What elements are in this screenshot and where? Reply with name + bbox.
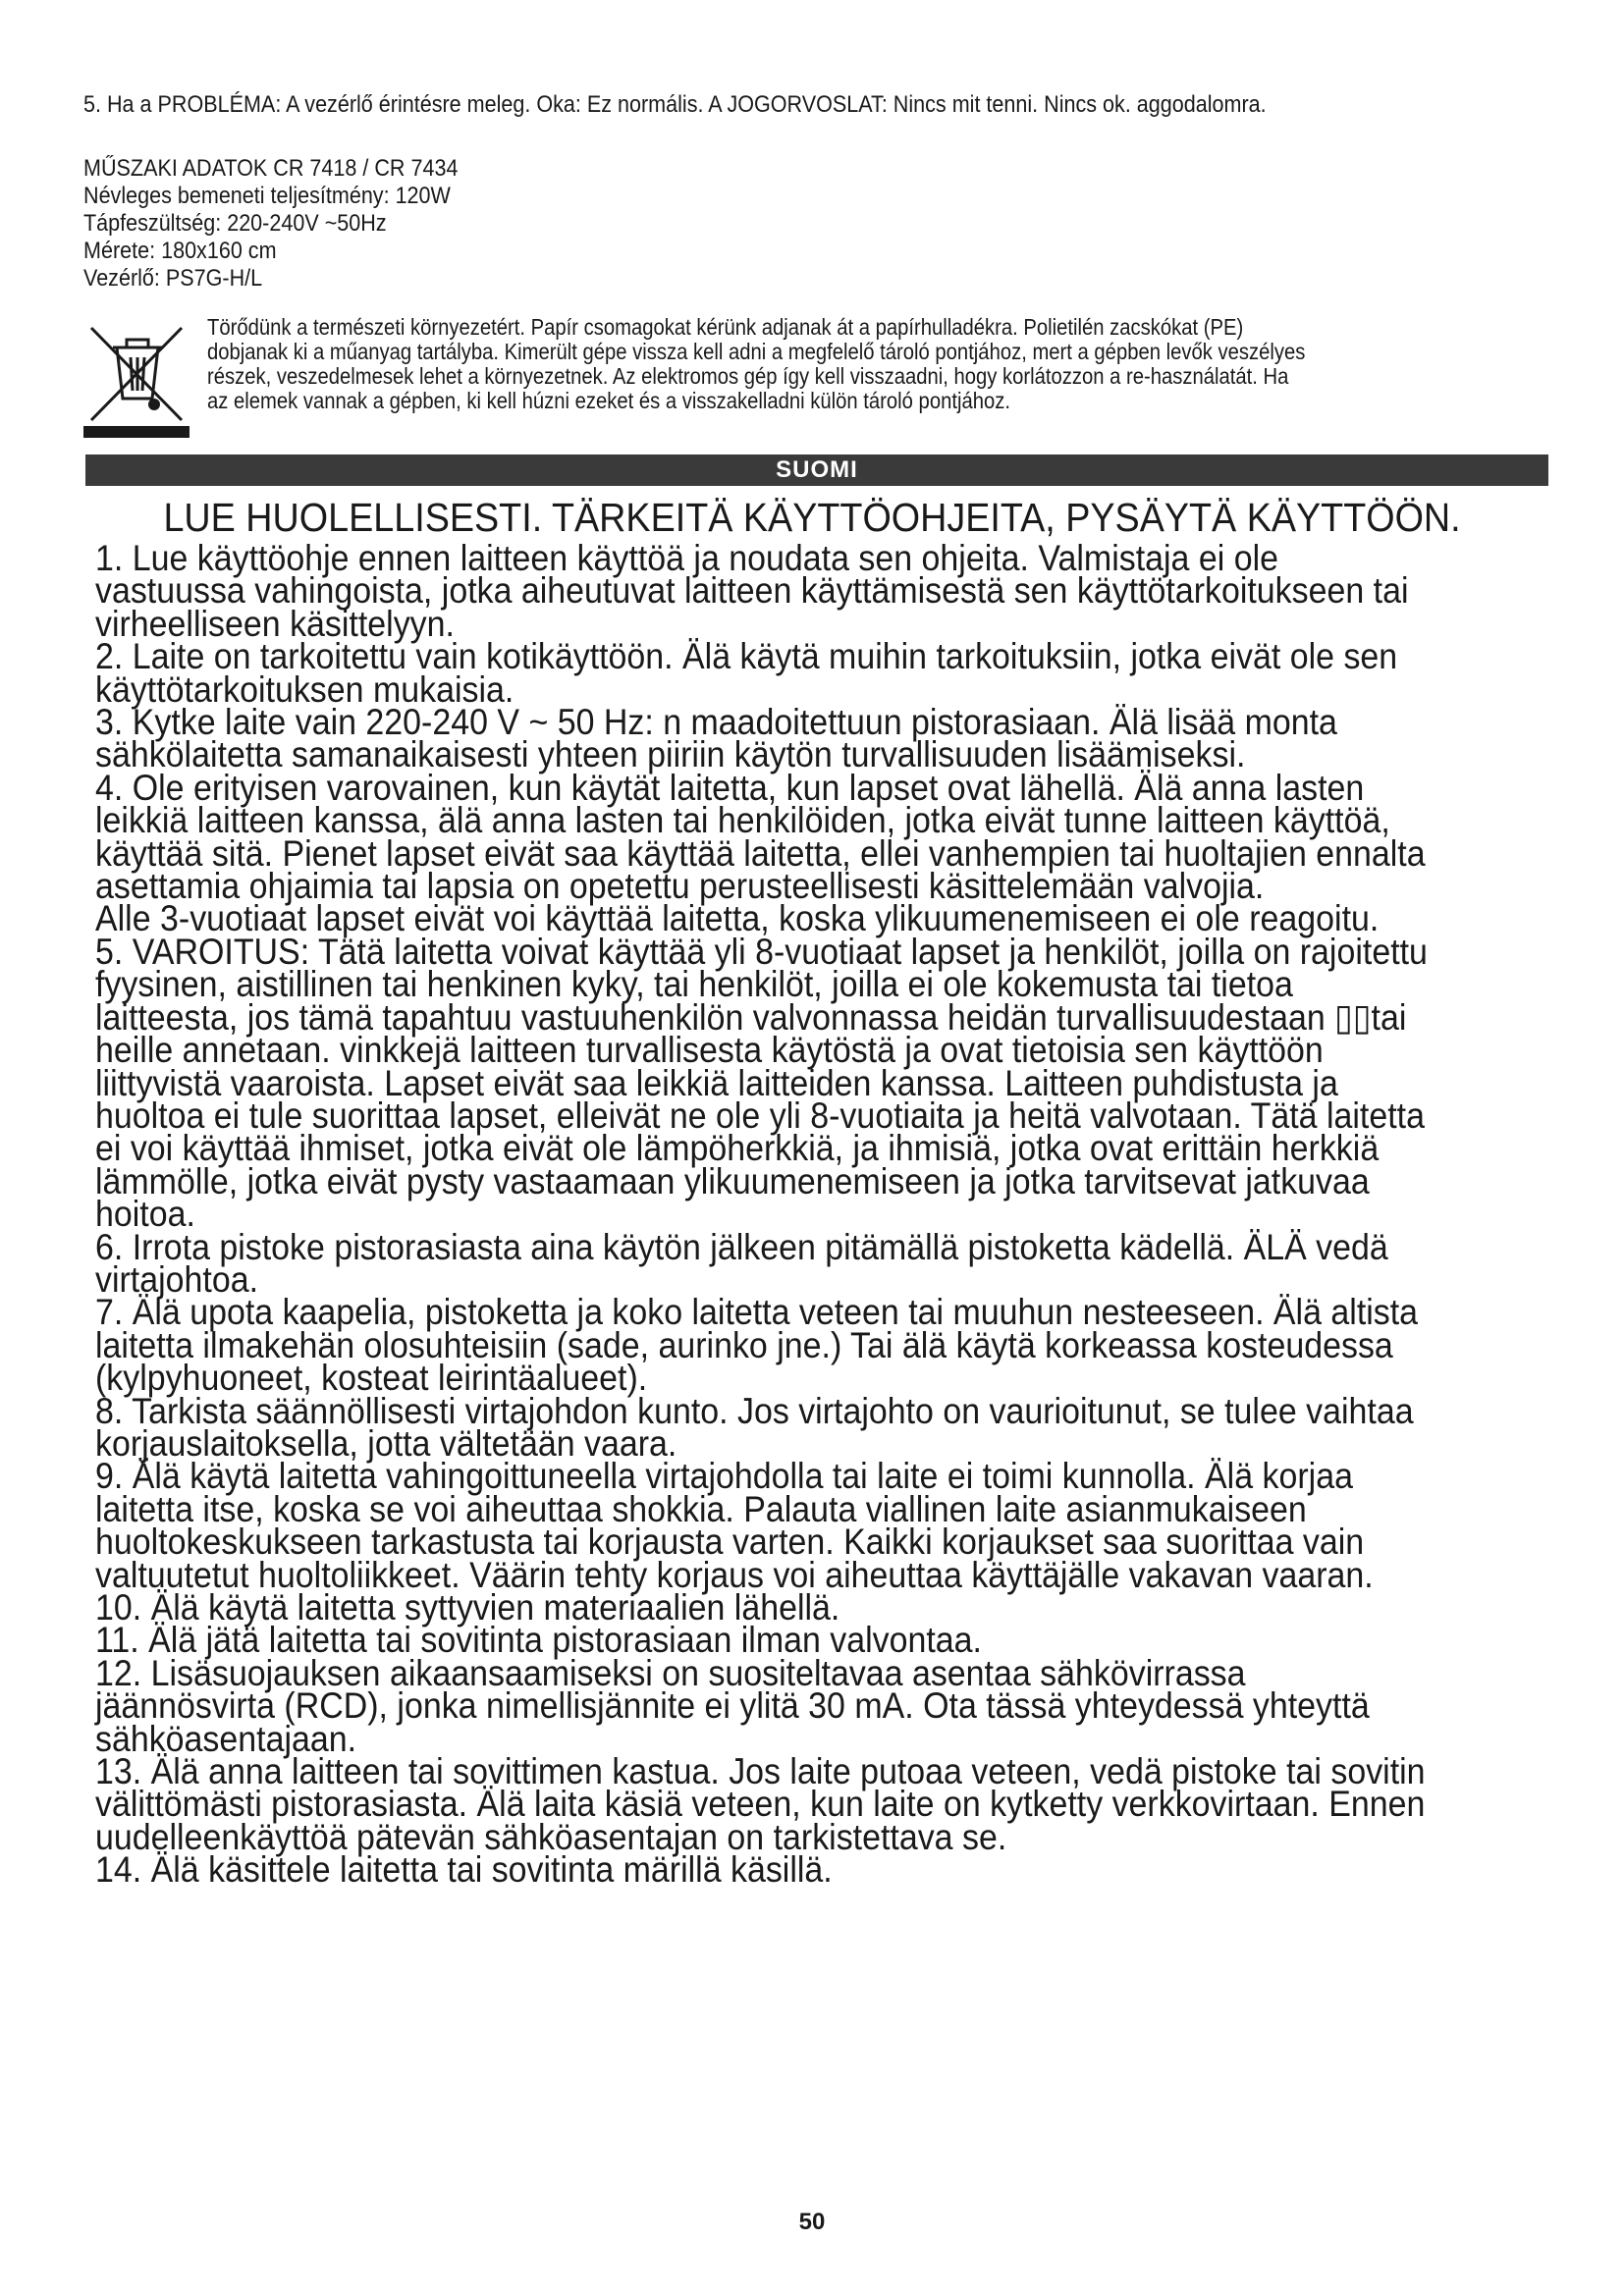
instruction-line: 11. Älä jätä laitetta tai sovitinta pistorasiaan ilman valvontaa. <box>95 1619 982 1661</box>
instruction-line: valtuutetut huoltoliikkeet. Väärin tehty korjaus voi aiheuttaa käyttäjälle vakavan vaaran. <box>95 1553 1374 1595</box>
technical-specifications <box>83 155 458 293</box>
instruction-line: 2. Laite on tarkoitettu vain kotikäyttöön. Älä käytä muihin tarkoituksiin, jotka eivät ole sen <box>95 635 1398 677</box>
instruction-line: 3. Kytke laite vain 220-240 V ~ 50 Hz: n maadoitettuun pistorasiaan. Älä lisää monta <box>95 701 1337 743</box>
finnish-title-text: LUE HUOLELLISESTI. TÄRKEITÄ KÄYTTÖOHJEITA, PYSÄYTÄ KÄYTTÖÖN. <box>163 495 1461 540</box>
instruction-line: heille annetaan. vinkkejä laitteen turvallisesta käytöstä ja ovat tietoisia sen käyttöön <box>95 1029 1324 1071</box>
instruction-line: vastuussa vahingoista, jotka aiheutuvat laitteen käyttämisestä sen käyttötarkoitukseen tai <box>95 569 1409 612</box>
recycling-line: Törődünk a természeti környezetért. Papír csomagokat kérünk adjanak át a papírhulladékra. Polietilén zacskókat (PE) <box>207 314 1244 340</box>
instruction-line: huoltokeskukseen tarkastusta tai korjausta varten. Kaikki korjaukset saa suorittaa vain <box>95 1521 1365 1563</box>
finnish-title <box>0 495 1624 540</box>
instruction-line: käyttää sitä. Pienet lapset eivät saa käyttää laitetta, ellei vanhempien tai huoltajien ennalta <box>95 831 1426 874</box>
instruction-line: lämmölle, jotka eivät pysty vastaamaan ylikuumenemiseen ja jotka tarvitsevat jatkuvaa <box>95 1159 1370 1201</box>
spec-line: Mérete: 180x160 cm <box>83 238 277 264</box>
instruction-line: laitteesta, jos tämä tapahtuu vastuuhenkilön valvonnassa heidän turvallisuudestaan ▯▯tai <box>95 995 1407 1038</box>
instruction-line: huoltoa ei tule suorittaa lapset, elleivät ne ole yli 8-vuotiaita ja heitä valvotaan. Tätä laitetta <box>95 1094 1425 1136</box>
instruction-line: laitetta ilmakehän olosuhteisiin (sade, aurinko jne.) Tai älä käytä korkeassa kosteudessa <box>95 1323 1393 1365</box>
instruction-line: 13. Älä anna laitteen tai sovittimen kastua. Jos laite putoaa veteen, vedä pistoke tai sovitin <box>95 1750 1426 1792</box>
recycling-line: dobjanak ki a műanyag tartályba. Kimerült gépe vissza kell adni a megfelelő tároló pontjához, mert a gépben levők veszélyes <box>207 339 1306 364</box>
instruction-line: 8. Tarkista säännöllisesti virtajohdon kunto. Jos virtajohto on vaurioitunut, se tulee vaihtaa <box>95 1389 1414 1431</box>
instruction-line: (kylpyhuoneet, kosteat leirintäalueet). <box>95 1357 648 1399</box>
instruction-line: 12. Lisäsuojauksen aikaansaamiseksi on suositeltavaa asentaa sähkövirrassa <box>95 1651 1246 1693</box>
instruction-line: jäännösvirta (RCD), jonka nimellisjännite ei ylitä 30 mA. Ota tässä yhteydessä yhteyttä <box>95 1684 1370 1727</box>
instruction-line: 5. VAROITUS: Tätä laitetta voivat käyttää yli 8-vuotiaat lapset ja henkilöt, joilla on rajoitettu <box>95 930 1428 972</box>
instruction-line: ei voi käyttää ihmiset, jotka eivät ole lämpöherkkiä, ja ihmisiä, jotka ovat erittäin herkkiä <box>95 1127 1380 1169</box>
spec-line: MŰSZAKI ADATOK CR 7418 / CR 7434 <box>83 155 459 182</box>
instruction-line: liittyvistä vaaroista. Lapset eivät saa leikkiä laitteiden kanssa. Laitteen puhdistusta ja <box>95 1061 1338 1103</box>
spec-line: Tápfeszültség: 220-240V ~50Hz <box>83 210 387 237</box>
recycling-line: részek, veszedelmesek lehet a környezetnek. Az elektromos gép így kell visszaadni, hogy korlátozzon a re-használatát. Ha <box>207 363 1289 389</box>
spec-line: Névleges bemeneti teljesítmény: 120W <box>83 183 451 209</box>
instruction-line: virtajohtoa. <box>95 1257 259 1300</box>
instruction-line: fyysinen, aistillinen tai henkinen kyky, tai henkilöt, joilla ei ole kokemusta tai tietoa <box>95 963 1293 1005</box>
instruction-line: korjauslaitoksella, jotta vältetään vaara. <box>95 1421 677 1464</box>
instruction-line: hoitoa. <box>95 1193 195 1235</box>
recycling-notice <box>207 315 1590 413</box>
instruction-line: käyttötarkoituksen mukaisia. <box>95 667 514 710</box>
instruction-line: 7. Älä upota kaapelia, pistoketta ja koko laitetta veteen tai muuhun nesteeseen. Älä altista <box>95 1291 1419 1333</box>
instruction-line: uudelleenkäyttöä pätevän sähköasentajan on tarkistettava se. <box>95 1815 1007 1857</box>
instruction-line: sähköasentajaan. <box>95 1717 357 1759</box>
instruction-line: 10. Älä käytä laitetta syttyvien materiaalien lähellä. <box>95 1586 840 1628</box>
recycling-line: az elemek vannak a gépben, ki kell húzni ezeket és a visszakelladni külön tároló pontjához. <box>207 388 1010 413</box>
instruction-line: 6. Irrota pistoke pistorasiasta aina käytön jälkeen pitämällä pistoketta kädellä. ÄLÄ vedä <box>95 1225 1388 1267</box>
instruction-line: 1. Lue käyttöohje ennen laitteen käyttöä ja noudata sen ohjeita. Valmistaja ei ole <box>95 537 1278 578</box>
instruction-line: 14. Älä käsittele laitetta tai sovitinta märillä käsillä. <box>95 1848 833 1891</box>
page-number: 50 <box>798 2209 826 2235</box>
instruction-line: asettamia ohjaimia tai lapsia on opetettu perusteellisesti käsittelemään valvojia. <box>95 865 1265 907</box>
instruction-line: virheelliseen käsittelyyn. <box>95 602 455 644</box>
instruction-line: sähkölaitetta samanaikaisesti yhteen piiriin käytön turvallisuuden lisäämiseksi. <box>95 733 1246 775</box>
instruction-line: leikkiä laitteen kanssa, älä anna lasten tai henkilöiden, jotka eivät tunne laitteen käyttöä, <box>95 799 1390 841</box>
instruction-line: 9. Älä käytä laitetta vahingoittuneella virtajohdolla tai laite ei toimi kunnolla. Älä korjaa <box>95 1455 1353 1497</box>
hungarian-problem-note: 5. Ha a PROBLÉMA: A vezérlő érintésre meleg. Oka: Ez normális. A JOGORVOSLAT: Nincs mit tenni. Nincs ok. aggodalomra. <box>83 91 1267 118</box>
section-header-suomi: SUOMI <box>85 454 1548 486</box>
instruction-line: 4. Ole erityisen varovainen, kun käytät laitetta, kun lapset ovat lähellä. Älä anna lasten <box>95 766 1365 808</box>
finnish-safety-instructions <box>95 537 1517 1891</box>
instruction-line: Alle 3-vuotiaat lapset eivät voi käyttää laitetta, koska ylikuumenemiseen ei ole reagoitu. <box>95 897 1380 939</box>
instruction-line: välittömästi pistorasiasta. Älä laita käsiä veteen, kun laite on kytketty verkkovirtaan. Ennen <box>95 1783 1426 1825</box>
spec-line: Vezérlő: PS7G-H/L <box>83 265 263 292</box>
instruction-line: laitetta itse, koska se voi aiheuttaa shokkia. Palauta viallinen laite asianmukaiseen <box>95 1487 1307 1529</box>
crossed-out-wheelie-bin-icon <box>83 322 189 438</box>
